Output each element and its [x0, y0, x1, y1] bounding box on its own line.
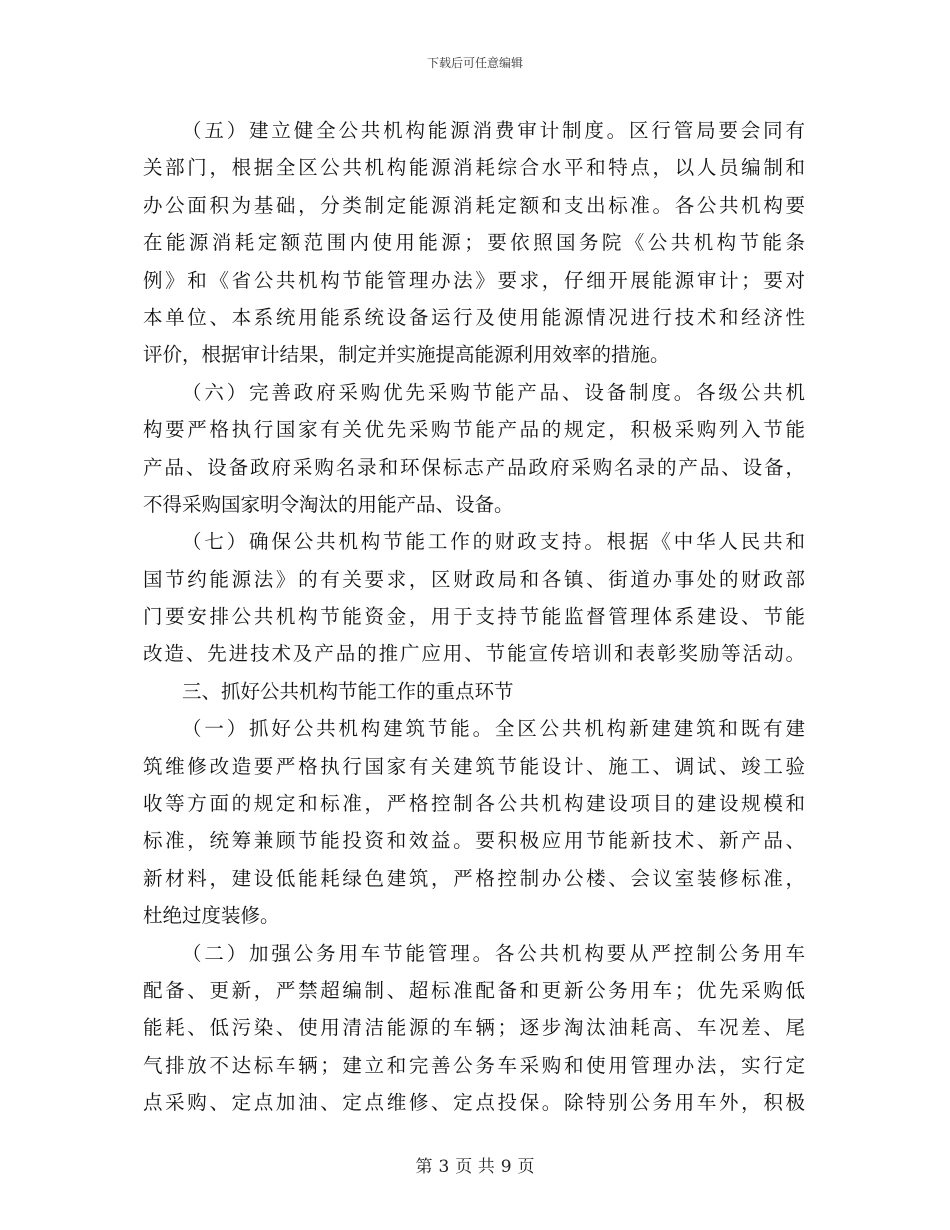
- paragraph-line: 例》和《省公共机构节能管理办法》要求，仔细开展能源审计；要对: [143, 268, 805, 292]
- paragraph-line: 评价，根据审计结果，制定并实施提高能源利用效率的措施。: [143, 343, 670, 367]
- paragraph-line: （一）抓好公共机构建筑节能。全区公共机构新建建筑和既有建: [182, 717, 805, 741]
- footer-suffix: 页: [517, 1157, 535, 1177]
- paragraph-line: 在能源消耗定额范围内使用能源；要依照国务院《公共机构节能条: [143, 231, 805, 255]
- paragraph-line: 收等方面的规定和标准，严格控制各公共机构建设项目的建设规模和: [143, 792, 805, 816]
- paragraph-line: 气排放不达标车辆；建立和完善公务车采购和使用管理办法，实行定: [143, 1053, 805, 1077]
- current-page-number: 3: [438, 1157, 450, 1177]
- paragraph-line: （五）建立健全公共机构能源消费审计制度。区行管局要会同有: [182, 119, 805, 142]
- paragraph-line: 改造、先进技术及产品的推广应用、节能宣传培训和表彰奖励等活动。: [143, 642, 805, 666]
- paragraph-line: 产品、设备政府采购名录和环保标志产品政府采购名录的产品、设备，: [143, 455, 805, 479]
- paragraph-line: 标准，统筹兼顾节能投资和效益。要积极应用节能新技术、新产品、: [143, 829, 805, 853]
- paragraph-line: 能耗、低污染、使用清洁能源的车辆；逐步淘汰油耗高、车况差、尾: [143, 1016, 805, 1040]
- paragraph-line: 国节约能源法》的有关要求，区财政局和各镇、街道办事处的财政部: [143, 567, 805, 591]
- paragraph-line: 不得采购国家明令淘汰的用能产品、设备。: [143, 492, 514, 516]
- paragraph-line: 构要严格执行国家有关优先采购节能产品的规定，积极采购列入节能: [143, 418, 805, 442]
- paragraph-line: 办公面积为基础，分类制定能源消耗定额和支出标准。各公共机构要: [143, 193, 805, 217]
- section-heading: 三、抓好公共机构节能工作的重点环节: [182, 679, 514, 703]
- paragraph-line: （七）确保公共机构节能工作的财政支持。根据《中华人民共和: [182, 530, 805, 554]
- total-page-number: 9: [500, 1157, 512, 1177]
- paragraph-line: 新材料，建设低能耗绿色建筑，严格控制办公楼、会议室装修标准，: [143, 866, 805, 890]
- paragraph-line: 本单位、本系统用能系统设备运行及使用能源情况进行技术和经济性: [143, 305, 805, 329]
- page-footer: [0, 1152, 950, 1177]
- paragraph-line: 关部门，根据全区公共机构能源消耗综合水平和特点，以人员编制和: [143, 156, 805, 180]
- paragraph-line: 门要安排公共机构节能资金，用于支持节能监督管理体系建设、节能: [143, 605, 805, 629]
- paragraph-line: 杜绝过度装修。: [143, 904, 280, 928]
- paragraph-line: （六）完善政府采购优先采购节能产品、设备制度。各级公共机: [182, 380, 805, 404]
- paragraph-line: （二）加强公务用车节能管理。各公共机构要从严控制公务用车: [182, 941, 805, 965]
- document-body: [143, 112, 805, 1122]
- paragraph-line: 点采购、定点加油、定点维修、定点投保。除特别公务用车外，积极: [143, 1091, 805, 1115]
- footer-mid: 页 共: [455, 1157, 495, 1177]
- footer-prefix: 第: [415, 1157, 433, 1177]
- paragraph-line: 配备、更新，严禁超编制、超标准配备和更新公务用车；优先采购低: [143, 978, 805, 1002]
- page-header: 下载后可任意编辑: [426, 56, 523, 70]
- paragraph-line: 筑维修改造要严格执行国家有关建筑节能设计、施工、调试、竣工验: [143, 754, 805, 778]
